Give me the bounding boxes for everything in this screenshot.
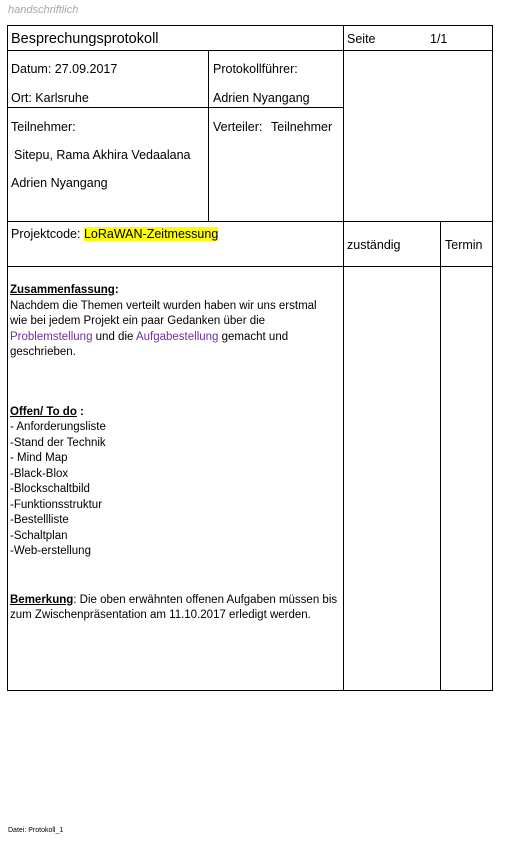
date-line: Datum: 27.09.2017: [11, 62, 118, 76]
distribution-value: Teilnehmer: [271, 120, 333, 134]
summary-line-1: Nachdem die Themen verteilt wurden haben wir uns erstmal: [10, 299, 317, 312]
remark-text: : Die oben erwähnten offenen Aufgaben müssen bis: [73, 593, 338, 606]
todo-item: -Schaltplan: [10, 529, 68, 542]
summary-heading: Zusammenfassung: [10, 284, 115, 296]
column-responsible: zuständig: [347, 238, 401, 252]
page-number: 1/1: [430, 32, 448, 46]
task-statement-term: Aufgabestellung: [135, 330, 219, 343]
file-footer: Datei: Protokoll_1: [8, 827, 64, 834]
distribution-label: Verteiler:: [213, 120, 263, 134]
protocol-body: Zusammenfassung: Nachdem die Themen verteilt wurden haben wir uns erstmal wie bei jedem Projekt ein paar Gedanken über die Problemstellung und die Aufgabestellung gemacht und geschrieben. Offen/ To do : - Anforderungsliste -Stand der Technik - Mind Map -Black-Blox -Blockschaltbild -Funktionsstruktur -Bestellliste -Schaltplan -Web-erstellung Bemerkung: Die oben erwähnten offenen Aufgaben müssen bis zum Zwischenpräsentation am 11.10.2017 erledigt werden.: [10, 283, 342, 624]
todo-item: -Black-Blox: [10, 467, 69, 480]
remark-line-2: zum Zwischenpräsentation am 11.10.2017 erledigt werden.: [10, 609, 311, 621]
todo-item: -Blockschaltbild: [10, 483, 90, 495]
protocol-author: Adrien Nyangang: [213, 91, 310, 105]
todo-heading: Offen/ To do: [10, 405, 77, 418]
protocol-author-label: Protokollführer:: [213, 62, 298, 76]
header-note: handschriftlich: [8, 4, 79, 16]
document-title: Besprechungsprotokoll: [11, 31, 159, 47]
todo-item: - Mind Map: [10, 452, 68, 464]
project-code-value: LoRaWAN-Zeitmessung: [83, 227, 219, 241]
summary-connector: und die: [92, 330, 136, 343]
column-deadline: Termin: [445, 238, 483, 252]
remark-heading: Bemerkung: [10, 593, 74, 606]
problem-statement-term: Problemstellung: [10, 330, 93, 343]
remark-line-1: [10, 593, 342, 609]
project-code: [11, 227, 218, 241]
place-line: Ort: Karlsruhe: [11, 91, 89, 105]
todo-item: -Bestellliste: [10, 514, 69, 526]
todo-item: -Funktionsstruktur: [10, 498, 103, 511]
summary-line-2: wie bei jedem Projekt ein paar Gedanken über die: [10, 315, 266, 327]
participant-2: Adrien Nyangang: [11, 176, 108, 190]
summary-line-3: [10, 330, 342, 346]
todo-heading-suffix: :: [76, 405, 84, 418]
todo-item: - Anforderungsliste: [10, 421, 106, 433]
summary-tail: gemacht und: [218, 330, 289, 343]
participants-label: Teilnehmer:: [11, 120, 76, 134]
page-label: Seite: [347, 32, 376, 46]
todo-item: -Stand der Technik: [10, 436, 106, 449]
summary-line-4: geschrieben.: [10, 346, 76, 358]
project-code-label: Projektcode:: [11, 227, 81, 241]
todo-item: -Web-erstellung: [10, 545, 91, 557]
participant-1: Sitepu, Rama Akhira Vedaalana: [14, 148, 191, 162]
